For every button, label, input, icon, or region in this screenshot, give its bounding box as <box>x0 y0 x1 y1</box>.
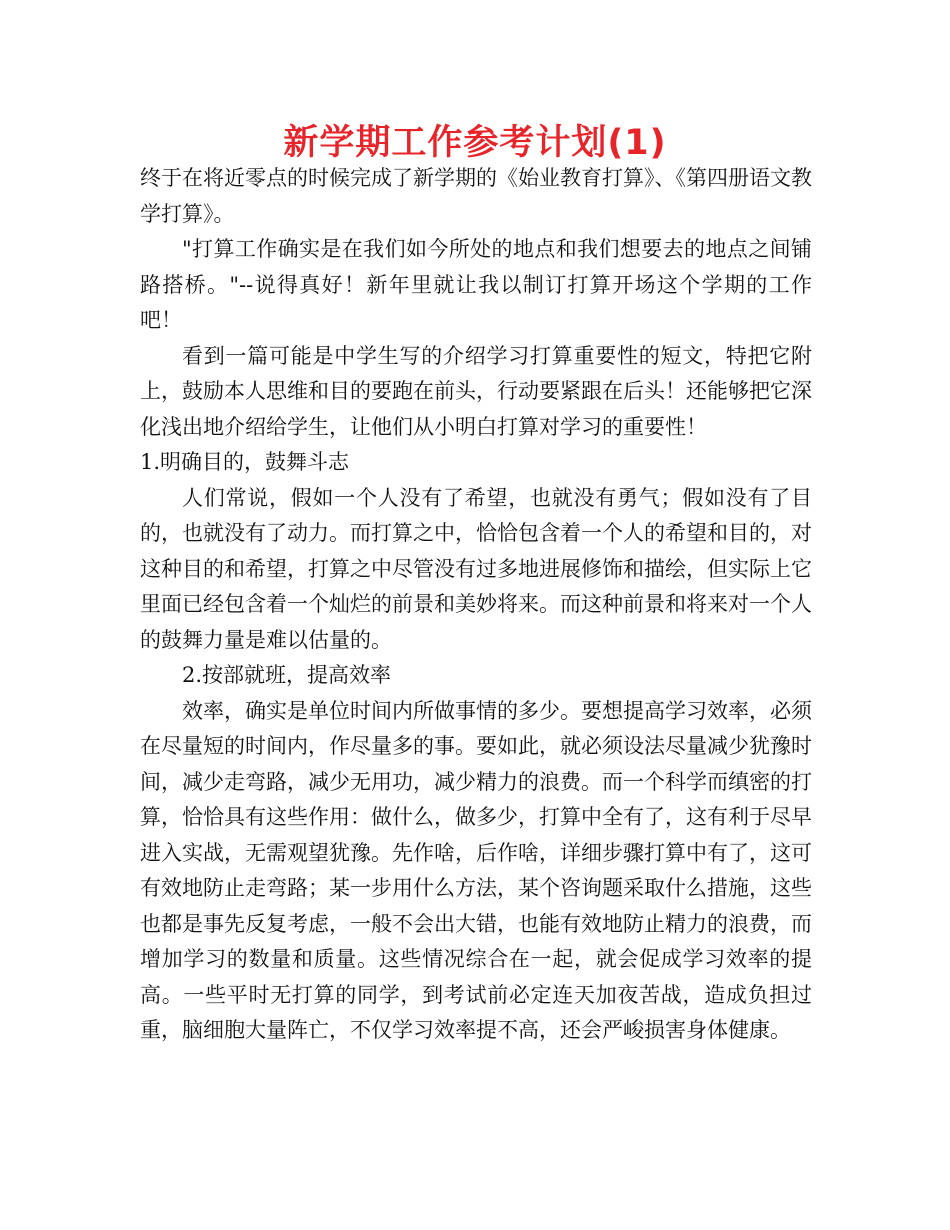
paragraph-4: 人们常说，假如一个人没有了希望，也就没有勇气；假如没有了目的，也就没有了动力。而打算之中，恰恰包含着一个人的希望和目的，对这种目的和希望，打算之中尽管没有过多地进展修饰和描绘，但实际上它里面已经包含着一个灿烂的前景和美妙将来。而这种前景和将来对一个人的鼓舞力量是难以估量的。 <box>140 485 812 652</box>
section-heading-1: 1.明确目的，鼓舞斗志 <box>140 450 350 474</box>
paragraph-5: 效率，确实是单位时间内所做事情的多少。要想提高学习效率，必须在尽量短的时间内，作尽量多的事。要如此，就必须设法尽量减少犹豫时间，减少走弯路，减少无用功，减少精力的浪费。而一个科学而缜密的打算，恰恰具有这些作用：做什么，做多少，打算中全有了，这有利于尽早进入实战，无需观望犹豫。先作啥，后作啥，详细步骤打算中有了，这可有效地防止走弯路；某一步用什么方法，某个咨询题采取什么措施，这些也都是事先反复考虑，一般不会出大错，也能有效地防止精力的浪费，而增加学习的数量和质量。这些情况综合在一起，就会促成学习效率的提高。一些平时无打算的同学，到考试前必定连天加夜苦战，造成负担过重，脑细胞大量阵亡，不仅学习效率提不高，还会严峻损害身体健康。 <box>140 698 812 1042</box>
document-title: 新学期工作参考计划(1) <box>283 123 667 163</box>
section-heading-2: 2.按部就班，提高效率 <box>182 663 392 687</box>
paragraph-3: 看到一篇可能是中学生写的介绍学习打算重要性的短文，特把它附上，鼓励本人思维和目的要跑在前头，行动要紧跟在后头！还能够把它深化浅出地介绍给学生，让他们从小明白打算对学习的重要性！ <box>140 343 812 439</box>
paragraph-1: 终于在将近零点的时候完成了新学期的《始业教育打算》、《第四册语文教学打算》。 <box>140 166 812 226</box>
document-body <box>140 161 812 1049</box>
paragraph-2: "打算工作确实是在我们如今所处的地点和我们想要去的地点之间铺路搭桥。"--说得真好！新年里就让我以制订打算开场这个学期的工作吧！ <box>140 237 812 332</box>
